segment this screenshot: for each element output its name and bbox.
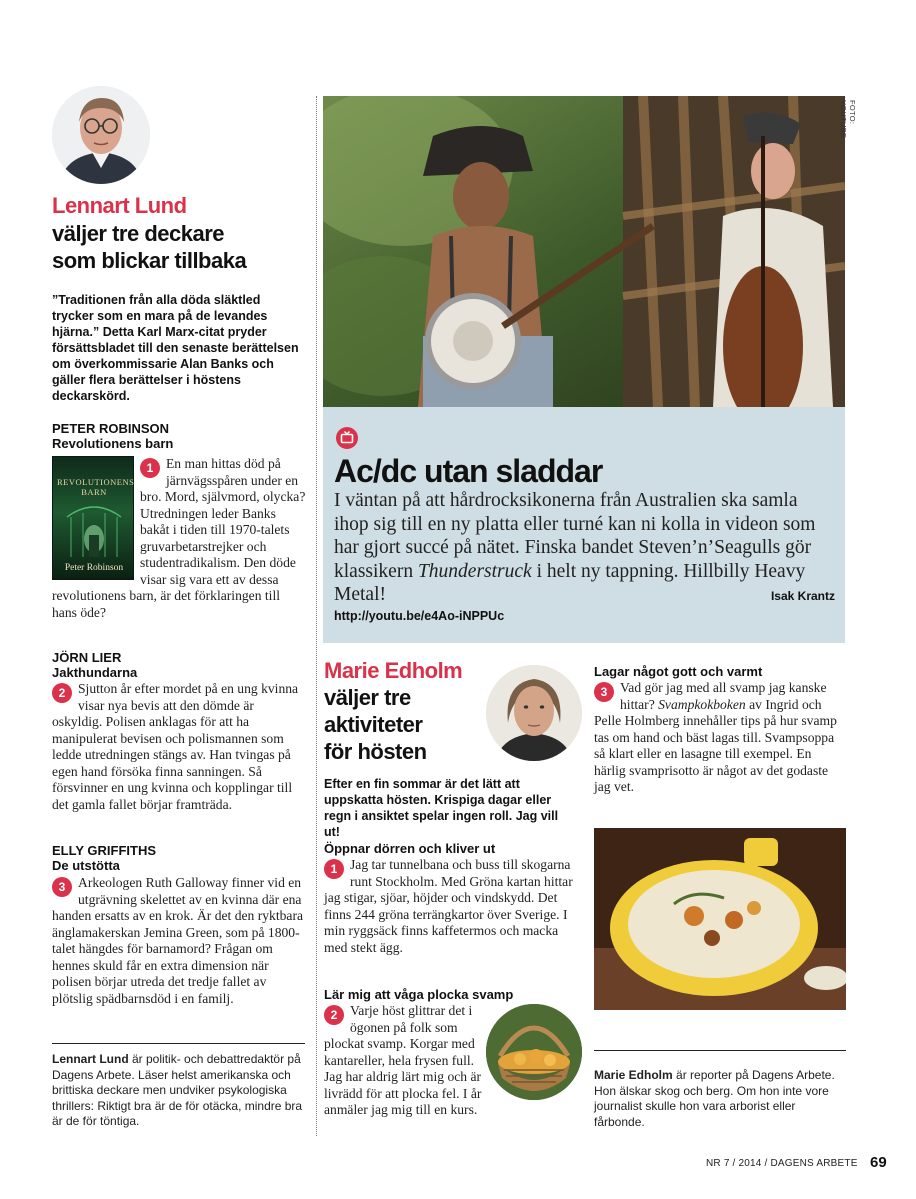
right-bio-name: Marie Edholm <box>594 1068 673 1082</box>
book-1-author: PETER ROBINSON <box>52 421 170 436</box>
left-bio-divider <box>52 1043 305 1044</box>
tv-icon <box>336 427 358 449</box>
activity-3-text-before: Vad gör jag med all svamp jag kanske hittar? <box>620 680 827 712</box>
number-badge-2: 2 <box>52 683 72 703</box>
risotto-illustration <box>594 828 846 1010</box>
book-3-author: ELLY GRIFFITHS <box>52 843 157 858</box>
right-headline-line3: för hösten <box>324 739 427 764</box>
right-bio <box>594 1068 846 1130</box>
right-author-name: Marie Edholm <box>324 658 463 683</box>
left-bio-text: är politik- och debattredaktör på Dagens Arbete. Läser helst amerikanska och brittiska deckare men undviker psykologiska thrillers: Riktigt bra är de för otäcka, mindre bra är de för töntiga. <box>52 1052 303 1128</box>
video-headline: Ac/dc utan sladdar <box>334 453 603 489</box>
video-box <box>323 407 845 643</box>
activity-1-title: Öppnar dörren och kliver ut <box>324 841 496 856</box>
activity-1-text-block <box>324 857 574 956</box>
right-headline-line2: aktiviteter <box>324 712 423 737</box>
video-byline: Isak Krantz <box>770 589 835 603</box>
right-bio-text: är reporter på Dagens Arbete. Hon älskar skog och berg. Om hon inte vore journalist skulle hon vara arborist eller fårbonde. <box>594 1068 835 1129</box>
book-1-text-block <box>52 456 306 621</box>
marie-edholm-portrait <box>486 665 582 761</box>
right-bio-divider <box>594 1050 846 1051</box>
portrait-illustration <box>52 86 150 184</box>
number-badge-2: 2 <box>324 1005 344 1025</box>
video-body <box>334 489 834 607</box>
video-url-link[interactable]: http://youtu.be/e4Ao-iNPPUc <box>334 609 505 623</box>
page-number: 69 <box>870 1154 887 1171</box>
book-3-text: Arkeologen Ruth Galloway finner vid en utgrävning skelettet av en kvinna där ena handen ersatts av en krok. Är det den ryktbara änglamakerskan Jemina Green, som på 1800-talet hängdes för barnamord? Frågan om hennes skuld får en extra dimension när polisen börjar utreda det tredje fallet av plötslig spädbarnsdöd i en familj. <box>52 875 304 1006</box>
book-2-title: Jakthundarna <box>52 665 138 680</box>
activity-3-text-after: av Ingrid och Pelle Holmberg innehåller tips på hur svamp tas om hand och bäst lagas till. Svampsoppa så klart eller en lasagne till exempel. En härlig svamprisotto är något av det godaste jag vet. <box>594 696 837 794</box>
left-lead: ”Traditionen från alla döda släktled trycker som en mara på de levandes hjärna.” Detta Karl Marx-citat pryder försättsbladet till den senaste berättelsen om överkommissarie Alan Banks och gäller flera berättelser i höstens deckarskörd. <box>52 293 299 403</box>
book-1-title: Revolutionens barn <box>52 436 174 451</box>
column-divider <box>316 96 317 1136</box>
band-photo-illustration <box>323 96 845 407</box>
left-headline-line2: som blickar tillbaka <box>52 248 247 273</box>
band-photo <box>323 96 845 407</box>
number-badge-1: 1 <box>140 458 160 478</box>
left-bio <box>52 1052 306 1130</box>
activity-3-text-block <box>594 680 846 796</box>
portrait-illustration <box>486 665 582 761</box>
book-2-author: JÖRN LIER <box>52 650 122 665</box>
activity-3-text-italic: Svampkokboken <box>658 696 746 712</box>
footer-issue: NR 7 / 2014 / DAGENS ARBETE <box>706 1158 858 1169</box>
number-badge-3: 3 <box>594 682 614 702</box>
right-lead: Efter en fin sommar är det lätt att uppskatta hösten. Krispiga dagar eller regn i ansiktet spelar ingen roll. Jag vill ut! <box>324 777 559 839</box>
photo-credit: FOTO: YOUTUBE <box>839 100 857 139</box>
risotto-photo <box>594 828 846 1010</box>
lennart-lund-portrait <box>52 86 150 184</box>
book-3-text-block <box>52 875 306 1007</box>
activity-1-text: Jag tar tunnelbana och buss till skogarna runt Stockholm. Med Gröna kartan hittar jag stigar, sjöar, höjder och vindskydd. Det finns 244 gröna terrängkartor över Sverige. I min ryggsäck finns kaffetermos och macka med stekt ägg. <box>324 857 573 955</box>
video-text-after: i helt ny tappning. Hillbilly Heavy Metal! <box>334 560 806 605</box>
video-text-italic: Thunderstruck <box>417 560 532 582</box>
cover-author: Peter Robinson <box>64 563 124 573</box>
left-headline-line1: väljer tre deckare <box>52 221 225 246</box>
left-bio-name: Lennart Lund <box>52 1052 129 1066</box>
book-2-text-block <box>52 681 306 813</box>
activity-2-text-block <box>324 1003 578 1119</box>
activity-3-title: Lagar något gott och varmt <box>594 664 763 679</box>
cover-title: REVOLUTIONENS BARN <box>57 477 135 497</box>
book-3-title: De utstötta <box>52 858 120 873</box>
video-text-before: I väntan på att hårdrocksikonerna från Australien ska samla ihop sig till en ny platta eller turné kan ni kolla in videon som har gjort succé på nätet. Finska bandet Steven’n’Seagulls gör klassikern <box>334 490 816 582</box>
number-badge-1: 1 <box>324 859 344 879</box>
right-headline-line1: väljer tre <box>324 685 411 710</box>
left-author-name: Lennart Lund <box>52 193 187 218</box>
number-badge-3: 3 <box>52 877 72 897</box>
book-2-text: Sjutton år efter mordet på en ung kvinna visar nya bevis att den dömde är oskyldig. Polisen anklagas för att ha manipulerat bevisen och polismannen som ledde utredningen stängs av. Han tvingas på egen hand försöka finna sanningen. Så försvinner en ung kvinna och kopplingar till det gamla fallet börjar framträda. <box>52 681 299 812</box>
activity-2-title: Lär mig att våga plocka svamp <box>324 987 514 1002</box>
book-1-text: En man hittas död på järnvägsspåren under en bro. Mord, självmord, olycka? Utredningen leder Banks bakåt i tiden till 1970-talets gruvarbetarstrejker och studentradikalism. Den döde visar sig vara ett av dessa revolutionens barn, är det förklaringen till hans öde? <box>52 456 306 620</box>
activity-2-text: Varje höst glittrar det i ögonen på folk som plockat svamp. Korgar med kantareller, hela frysen full. Jag har aldrig lärt mig och är livrädd för att plocka fel. I år anmäler jag mig till en kurs. <box>324 1003 482 1117</box>
